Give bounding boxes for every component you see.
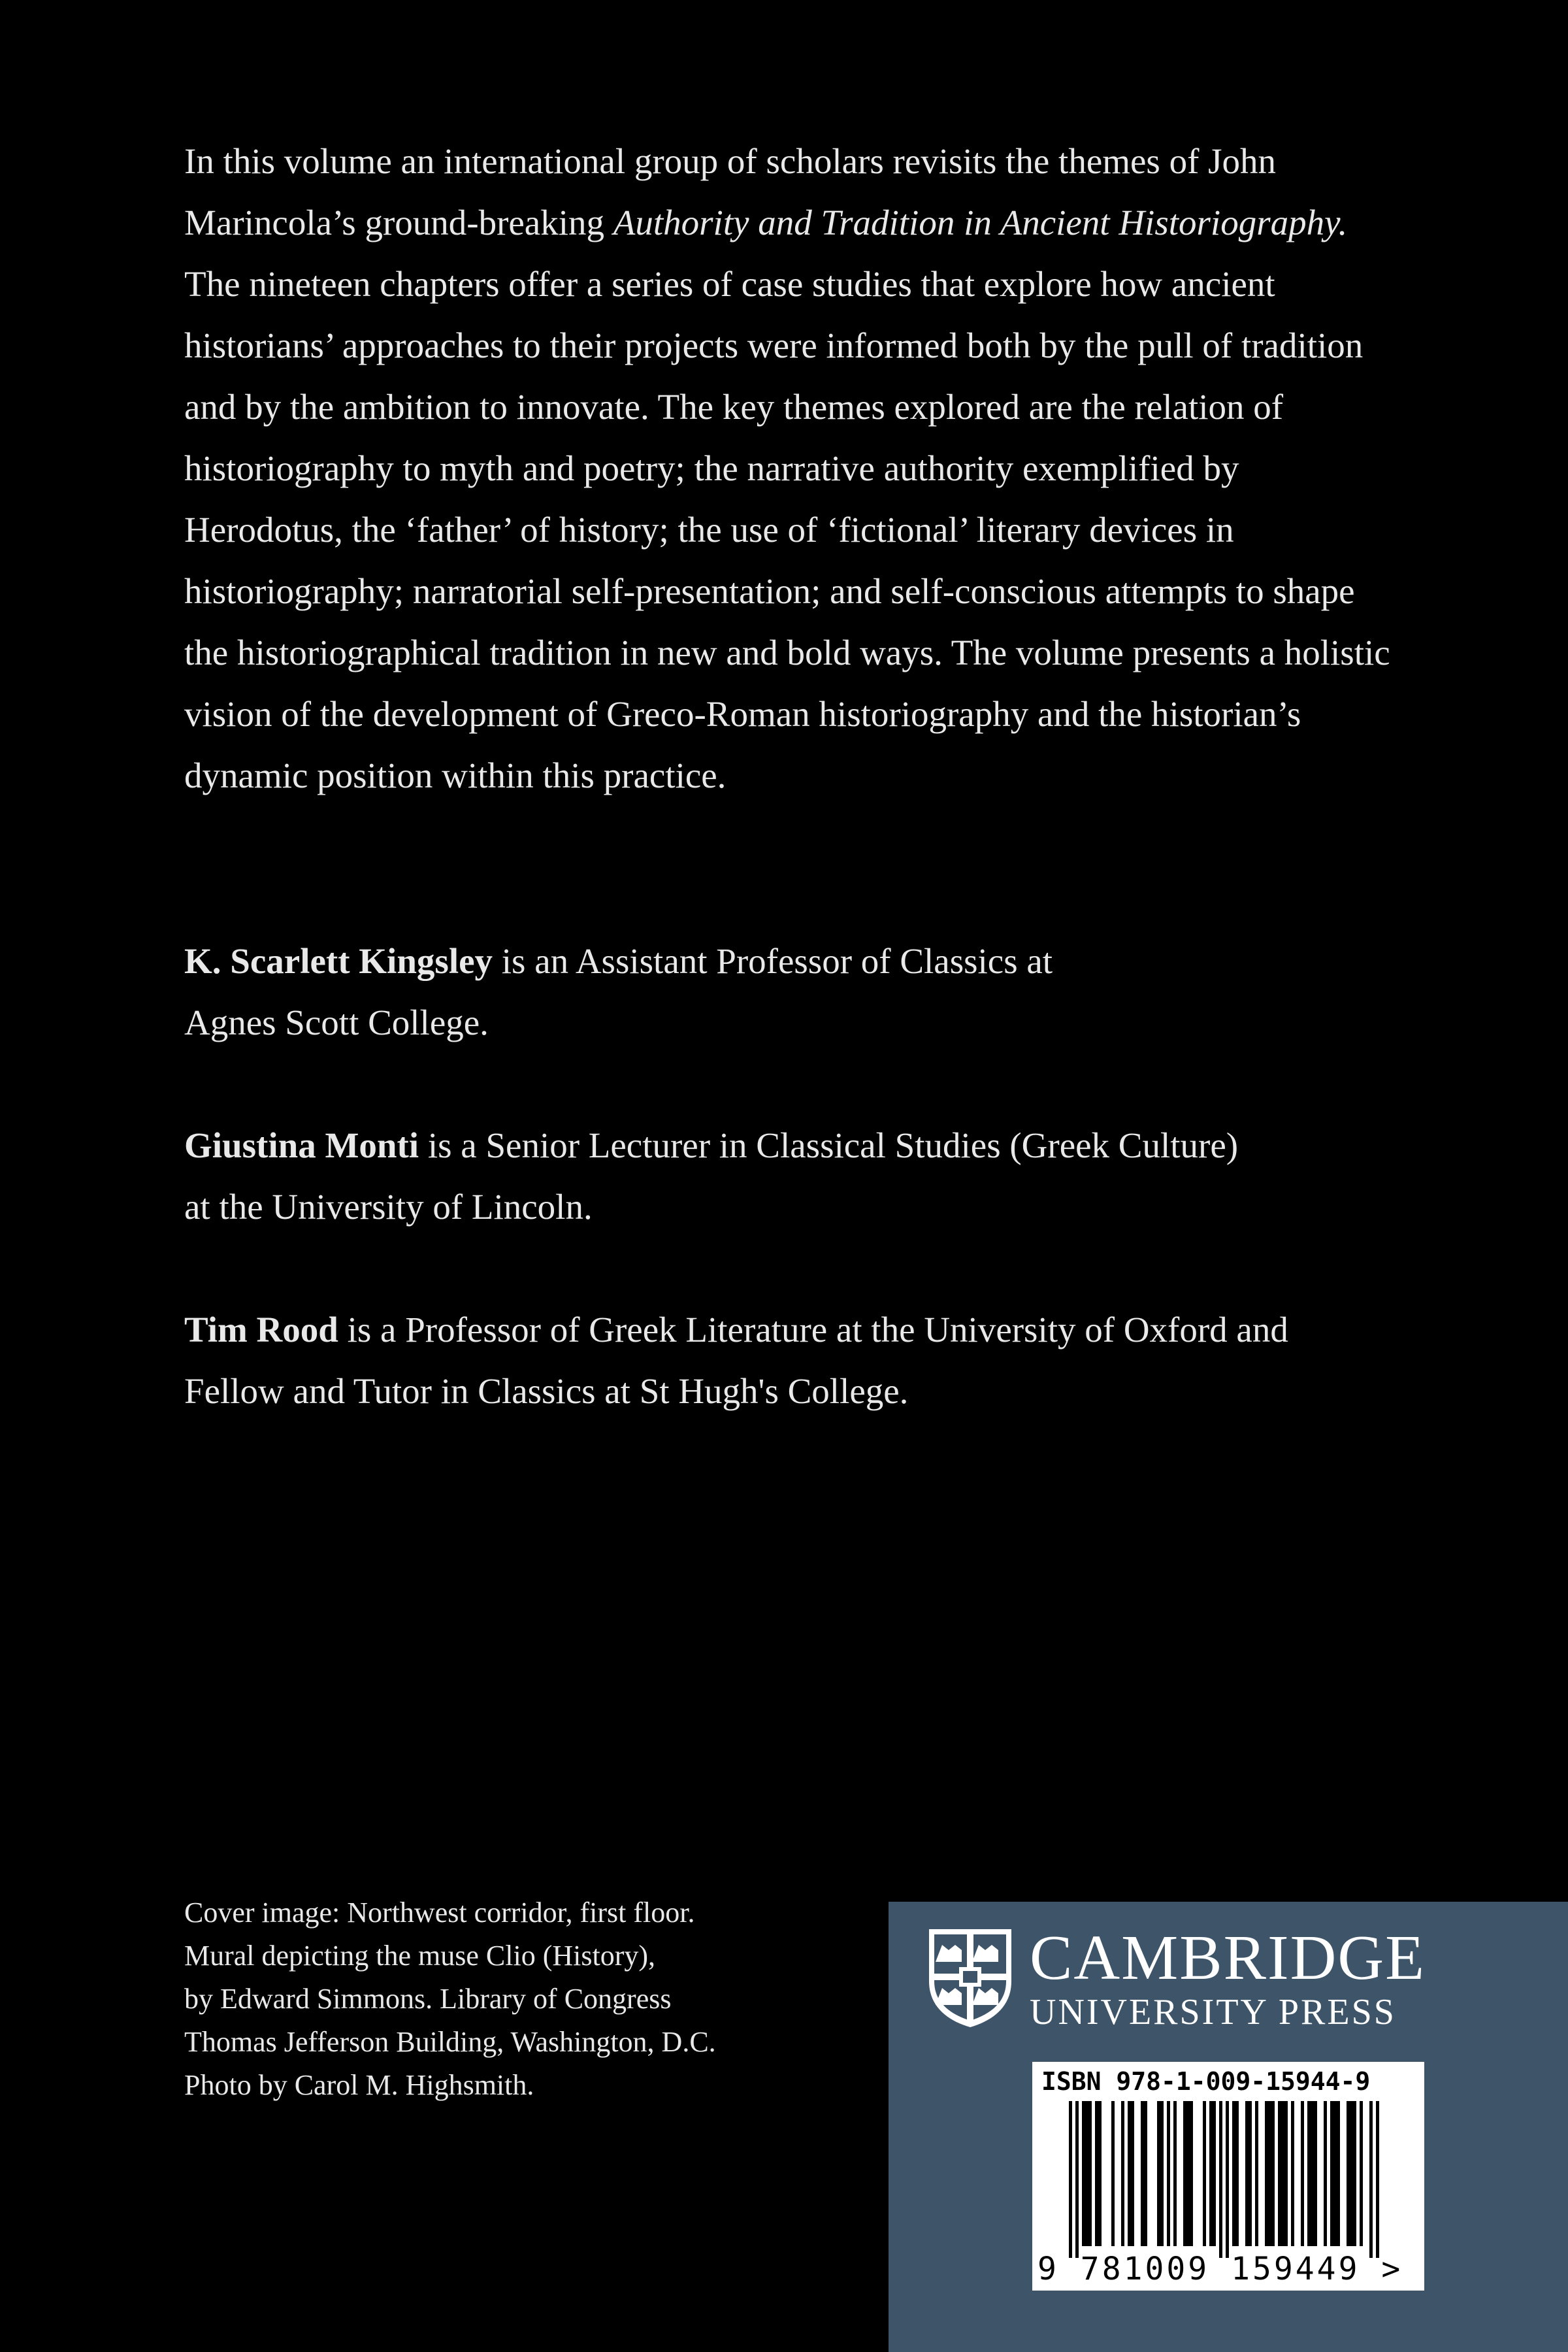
barcode-bar [1311,2101,1314,2246]
barcode-bar [1098,2101,1102,2246]
barcode-guard-bar [1075,2101,1079,2258]
publisher-name-line1: CAMBRIDGE [1030,1923,1426,1993]
barcode-bar [1157,2101,1160,2246]
barcode-bar [1128,2101,1131,2246]
barcode-bar [1360,2101,1363,2246]
description-body: The nineteen chapters offer a series of case studies that explore how ancient historians’ approaches to their projects were informed both by the pull of tradition and by the ambition to innovate. The key themes explored are the relation of historiography to myth and poetry; the narrative authority exemplified by Herodotus, the ‘father’ of history; the use of ‘fictional’ literary devices in historiography; narratorial self-presentation; and self-conscious attempts to shape the historiographical tradition in new and bold ways. The volume presents a holistic vision of the development of Greco-Roman historiography and the historian’s dynamic position within this practice. [184,264,1390,795]
barcode-bar [1301,2101,1304,2246]
barcode-bar [1095,2101,1098,2246]
barcode-bar [1350,2101,1353,2246]
credit-line: Mural depicting the muse Clio (History), [184,1940,655,1972]
editor-name: Tim Rood [184,1310,338,1350]
barcode-bar [1265,2101,1268,2246]
barcode-bar [1088,2101,1092,2246]
description-intro: In this volume an international group of scholars revisits the themes of John Marincola’s ground-breaking [184,141,1277,242]
barcode-digits: 9 781009 159449 > [1037,2251,1403,2287]
barcode-bar [1190,2101,1193,2246]
editor-bio [184,1115,1399,1238]
barcode-bar [1213,2101,1216,2246]
barcode-bar [1085,2101,1088,2246]
barcode-guard-bar [1376,2101,1379,2258]
barcode-bar [1284,2101,1288,2246]
barcode-bar [1131,2101,1134,2246]
barcode-guard-bar [1369,2101,1373,2258]
barcode-bar [1111,2101,1115,2246]
barcode-bar [1278,2101,1281,2246]
barcode-bar [1307,2101,1311,2246]
barcode-bar [1235,2101,1239,2246]
publisher-name-line2: UNIVERSITY PRESS [1030,1992,1396,2032]
editor-name: K. Scarlett Kingsley [184,941,493,981]
credit-line: Photo by Carol M. Highsmith. [184,2069,534,2101]
barcode-bar [1314,2101,1317,2246]
barcode-bar [1160,2101,1164,2246]
barcode-bar [1121,2101,1124,2246]
editor-bio-text: is a Professor of Greek Literature at the University of Oxford and [338,1310,1288,1350]
barcode-guard-bar [1219,2101,1222,2258]
barcode-bar [1082,2101,1085,2246]
barcode-bar [1255,2101,1258,2246]
barcode-bar [1167,2101,1170,2246]
editor-bio-text: is an Assistant Professor of Classics at [493,941,1053,981]
barcode-bar [1141,2101,1144,2246]
barcode-bar [1333,2101,1337,2246]
credit-line: Cover image: Northwest corridor, first floor. [184,1897,695,1929]
barcode-bar [1232,2101,1235,2246]
barcode-bar [1347,2101,1350,2246]
isbn-barcode [1032,2062,1424,2291]
barcode-bar [1183,2101,1186,2246]
barcode-bar [1324,2101,1327,2246]
publisher-panel [889,1902,1568,2352]
editor-bio-text: is a Senior Lecturer in Classical Studies (Greek Culture) [419,1125,1239,1165]
barcode-bar [1353,2101,1356,2246]
barcode-bar [1281,2101,1284,2246]
editor-bio-text: Agnes Scott College. [184,1002,489,1042]
barcode-bar [1291,2101,1294,2246]
editor-bio [184,1299,1399,1422]
barcode-bar [1186,2101,1190,2246]
book-description [184,131,1399,806]
barcode-bar [1337,2101,1340,2246]
editor-name: Giustina Monti [184,1125,419,1165]
barcode-bar [1268,2101,1271,2246]
barcode-bar [1271,2101,1275,2246]
barcode-bar [1173,2101,1177,2246]
cover-image-credit [184,1891,838,2107]
editor-bio-text: Fellow and Tutor in Classics at St Hugh's College. [184,1371,909,1411]
barcode-guard-bar [1226,2101,1229,2258]
credit-line: by Edward Simmons. Library of Congress [184,1983,672,2015]
publisher-name [1030,1924,1426,2032]
barcode-bar [1245,2101,1249,2246]
referenced-book-title: Authority and Tradition in Ancient Historiography. [613,203,1348,242]
credit-line: Thomas Jefferson Building, Washington, D.C. [184,2026,716,2058]
barcode-bar [1209,2101,1213,2246]
barcode-guard-bar [1069,2101,1072,2258]
isbn-label: ISBN 978-1-009-15944-9 [1041,2067,1371,2096]
barcode-bar [1249,2101,1252,2246]
barcode-bar [1203,2101,1206,2246]
editor-bio [184,931,1399,1053]
barcode-bar [1144,2101,1147,2246]
editor-bio-text: at the University of Lincoln. [184,1187,593,1227]
barcode-bar [1330,2101,1333,2246]
university-crest-icon [925,1925,1015,2030]
